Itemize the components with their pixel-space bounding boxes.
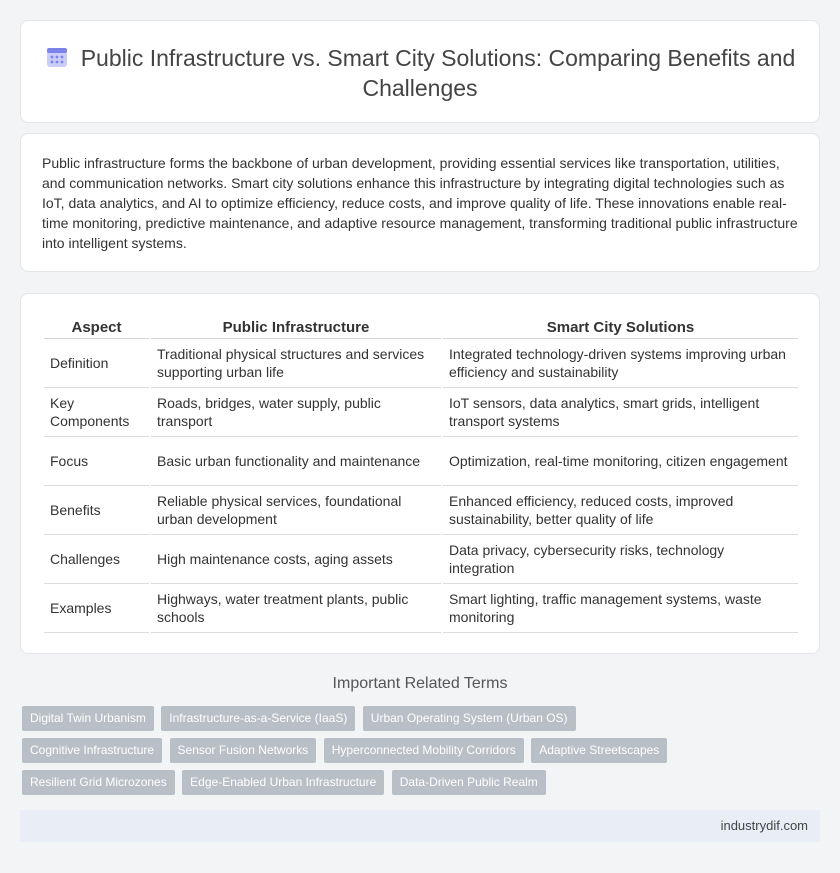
related-term-tag[interactable]: Infrastructure-as-a-Service (IaaS) — [161, 706, 355, 731]
row-public-value: Roads, bridges, water supply, public transport — [151, 388, 441, 437]
table-row — [44, 437, 798, 486]
related-term-tag[interactable]: Hyperconnected Mobility Corridors — [324, 738, 524, 763]
related-term-tag[interactable]: Urban Operating System (Urban OS) — [363, 706, 576, 731]
page-title-wrap — [21, 43, 819, 103]
intro-card — [20, 133, 820, 272]
comparison-table — [42, 314, 800, 633]
related-term-tag[interactable]: Digital Twin Urbanism — [22, 706, 154, 731]
row-public-value: Reliable physical services, foundational urban development — [151, 486, 441, 535]
calendar-grid-icon — [45, 45, 69, 69]
footer-bar — [20, 810, 820, 842]
footer-site-link[interactable]: industrydif.com — [720, 818, 808, 833]
column-header-smart-city-solutions: Smart City Solutions — [443, 314, 798, 339]
table-row — [44, 535, 798, 584]
row-smart-value: Integrated technology-driven systems improving urban efficiency and sustainability — [443, 339, 798, 388]
row-aspect: Benefits — [44, 486, 149, 535]
row-smart-value: Smart lighting, traffic management systems, waste monitoring — [443, 584, 798, 633]
column-header-public-infrastructure: Public Infrastructure — [151, 314, 441, 339]
page-title: Public Infrastructure vs. Smart City Solutions: Comparing Benefits and Challenges — [80, 45, 796, 101]
row-aspect: Challenges — [44, 535, 149, 584]
row-aspect: Definition — [44, 339, 149, 388]
row-aspect: Examples — [44, 584, 149, 633]
related-term-tag[interactable]: Edge-Enabled Urban Infrastructure — [182, 770, 384, 795]
intro-paragraph: Public infrastructure forms the backbone of urban development, providing essential services like transportation, utilities, and communication networks. Smart city solutions enhance this infrastructure by integrating digital technologies such as IoT, data analytics, and AI to optimize efficiency, reduce costs, and improve quality of life. These innovations enable real-time monitoring, predictive maintenance, and adaptive resource management, transforming traditional public infrastructure into intelligent systems. — [42, 155, 798, 251]
related-terms-list — [22, 706, 722, 802]
table-row — [44, 584, 798, 633]
related-term-tag[interactable]: Data-Driven Public Realm — [392, 770, 546, 795]
row-smart-value: Optimization, real-time monitoring, citizen engagement — [443, 437, 798, 486]
table-row — [44, 388, 798, 437]
column-header-aspect: Aspect — [44, 314, 149, 339]
header-card — [20, 20, 820, 123]
row-aspect: Key Components — [44, 388, 149, 437]
related-term-tag[interactable]: Cognitive Infrastructure — [22, 738, 162, 763]
row-smart-value: IoT sensors, data analytics, smart grids, intelligent transport systems — [443, 388, 798, 437]
row-smart-value: Enhanced efficiency, reduced costs, improved sustainability, better quality of life — [443, 486, 798, 535]
related-terms-heading: Important Related Terms — [332, 675, 508, 692]
table-row — [44, 339, 798, 388]
table-header-row — [44, 314, 798, 339]
row-public-value: Highways, water treatment plants, public schools — [151, 584, 441, 633]
row-public-value: Traditional physical structures and services supporting urban life — [151, 339, 441, 388]
row-aspect: Focus — [44, 437, 149, 486]
row-public-value: Basic urban functionality and maintenance — [151, 437, 441, 486]
related-term-tag[interactable]: Resilient Grid Microzones — [22, 770, 175, 795]
row-public-value: High maintenance costs, aging assets — [151, 535, 441, 584]
comparison-card — [20, 293, 820, 654]
related-term-tag[interactable]: Sensor Fusion Networks — [170, 738, 317, 763]
row-smart-value: Data privacy, cybersecurity risks, technology integration — [443, 535, 798, 584]
table-row — [44, 486, 798, 535]
related-term-tag[interactable]: Adaptive Streetscapes — [531, 738, 667, 763]
